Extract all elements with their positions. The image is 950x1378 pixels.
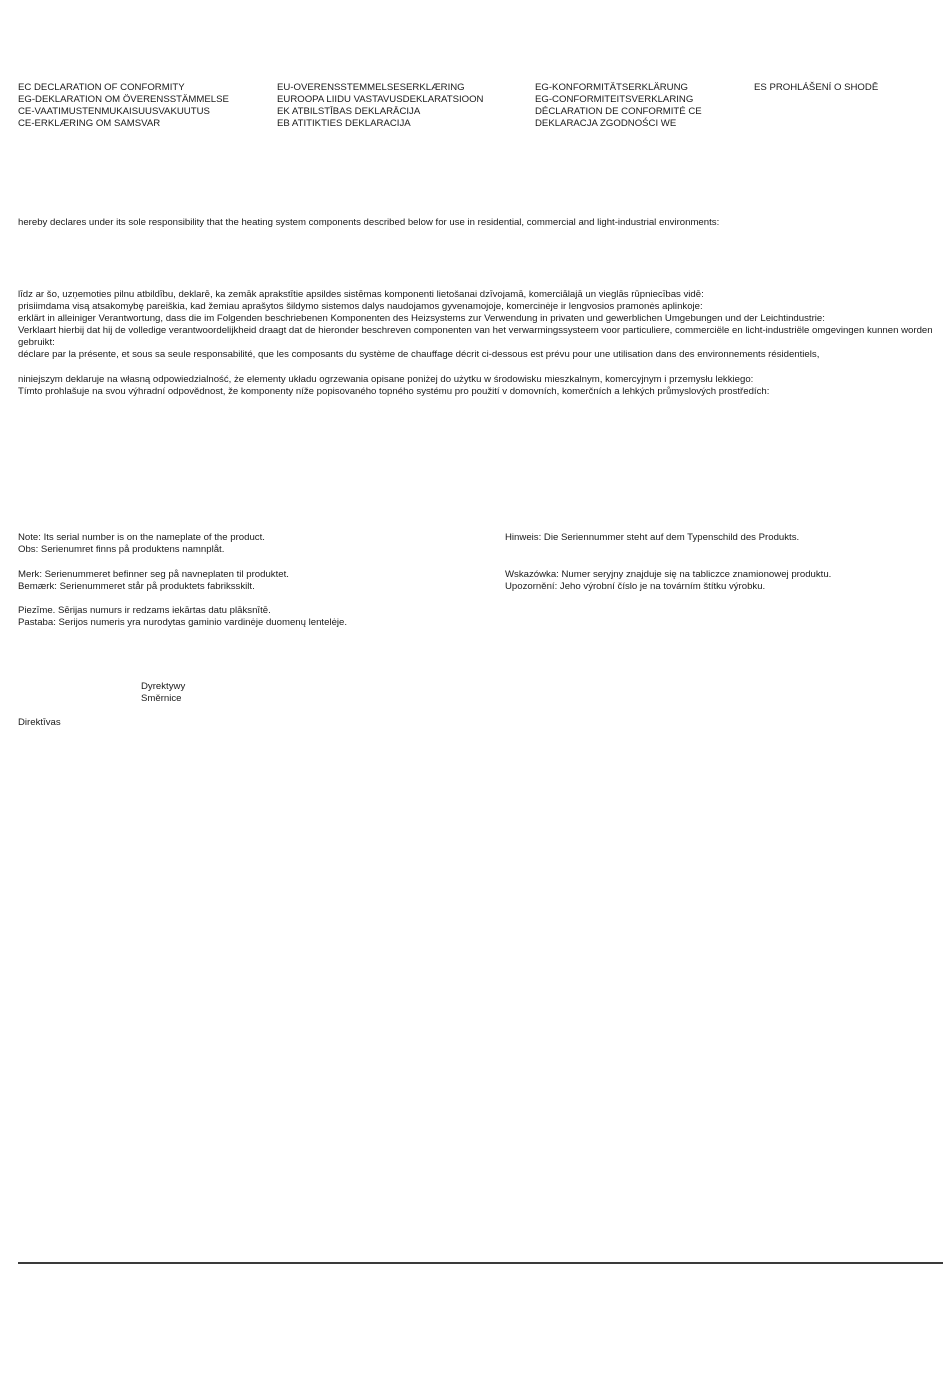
declaration-text: hereby declares under its sole responsibility that the heating system components described below for use in residential, commercial and light-industrial environments:: [18, 217, 720, 228]
declaration-text-lv: līdz ar šo, uzņemoties pilnu atbildību, deklarē, ka zemāk aprakstītie apsildes sistēmas komponenti lietošanai dzīvojamā, komerciālajā un vieglās rūpniecības vidē:: [18, 289, 704, 300]
header-text: CE-VAATIMUSTENMUKAISUUSVAKUUTUS: [18, 106, 210, 117]
declaration-english: [18, 217, 719, 229]
footer-divider: [18, 1262, 943, 1264]
header-text: CE-ERKLÆRING OM SAMSVAR: [18, 118, 161, 129]
note-text: Hinweis: Die Seriennummer steht auf dem Typenschild des Produkts.: [505, 532, 800, 543]
note-text: Wskazówka: Numer seryjny znajduje się na tabliczce znamionowej produktu.: [505, 569, 832, 580]
note-group-right-2: [505, 569, 831, 593]
header-col-4: [754, 82, 878, 94]
declaration-text-de: erklärt in alleiniger Verantwortung, dass die im Folgenden beschriebenen Komponenten des Heizsystems zur Verwendung in privaten und gewerblichen Umgebungen und der Leichtindustrie:: [18, 313, 825, 324]
directive-label: Dyrektywy: [141, 681, 186, 692]
declaration-text-pl: niniejszym deklaruje na własną odpowiedzialność, że elementy układu ogrzewania opisane poniżej do użytku w środowisku mieszkalnym, komercyjnym i przemysłu lekkiego:: [18, 374, 754, 385]
header-text: EG-KONFORMITÄTSERKLÄRUNG: [535, 82, 688, 93]
declaration-text-cs: Tímto prohlašuje na svou výhradní odpovědnost, že komponenty níže popisovaného topného systému pro použití v domovních, komerčních a lehkých průmyslových prostředích:: [18, 386, 770, 397]
header-text: EG-DEKLARATION OM ÖVERENSSTÄMMELSE: [18, 94, 229, 105]
directive-label-lv: [18, 717, 61, 729]
note-text: Obs: Serienumret finns på produktens namnplåt.: [18, 544, 225, 555]
note-text: Note: Its serial number is on the nameplate of the product.: [18, 532, 265, 543]
declarations-block-2: [18, 374, 769, 398]
header-text: ES PROHLÁŠENÍ O SHODĚ: [754, 82, 879, 93]
header-col-2: [277, 82, 484, 130]
note-group-3: [18, 605, 347, 629]
header-col-1: [18, 82, 229, 130]
declarations-block: [18, 289, 943, 361]
note-text: Upozornění: Jeho výrobní číslo je na továrním štítku výrobku.: [505, 581, 766, 592]
header-text: EB ATITIKTIES DEKLARACIJA: [277, 118, 411, 129]
note-text: Pastaba: Serijos numeris yra nurodytas gaminio vardinėje duomenų lentelėje.: [18, 617, 348, 628]
header-text: EK ATBILSTĪBAS DEKLARĀCIJA: [277, 106, 421, 117]
declaration-text-nl: Verklaart hierbij dat hij de volledige verantwoordelijkheid draagt dat de hieronder beschreven componenten van het verwarmingssysteem voor particuliere, commerciële en licht-industriële omgevingen kunnen worden gebruikt:: [18, 325, 933, 348]
header-text: EC DECLARATION OF CONFORMITY: [18, 82, 185, 93]
note-text: Bemærk: Serienummeret står på produktets fabriksskilt.: [18, 581, 255, 592]
note-text: Merk: Serienummeret befinner seg på navneplaten til produktet.: [18, 569, 289, 580]
directives-labels: [141, 681, 185, 705]
header-text: EUROOPA LIIDU VASTAVUSDEKLARATSIOON: [277, 94, 484, 105]
directive-label: Směrnice: [141, 693, 182, 704]
declaration-text-fr: déclare par la présente, et sous sa seule responsabilité, que les composants du système de chauffage décrit ci-dessous est prévu pour une utilisation dans des environnements résidentiels,: [18, 349, 820, 360]
declaration-text-lt: prisiimdama visą atsakomybę pareiškia, kad žemiau aprašytos šildymo sistemos dalys naudojamos gyvenamojoje, komercinėje ir lengvosios pramonės aplinkoje:: [18, 301, 703, 312]
note-group-1: [18, 532, 265, 556]
note-group-2: [18, 569, 289, 593]
header-text: EG-CONFORMITEITSVERKLARING: [535, 94, 694, 105]
note-text: Piezīme. Sērijas numurs ir redzams iekārtas datu plāksnītē.: [18, 605, 271, 616]
note-group-right-1: [505, 532, 799, 544]
header-text: DEKLARACJA ZGODNOŚCI WE: [535, 118, 677, 129]
directive-label: Direktīvas: [18, 717, 61, 728]
header-col-3: [535, 82, 702, 130]
header-text: EU-OVERENSSTEMMELSESERKLÆRING: [277, 82, 465, 93]
header-text: DÉCLARATION DE CONFORMITÉ CE: [535, 106, 702, 117]
